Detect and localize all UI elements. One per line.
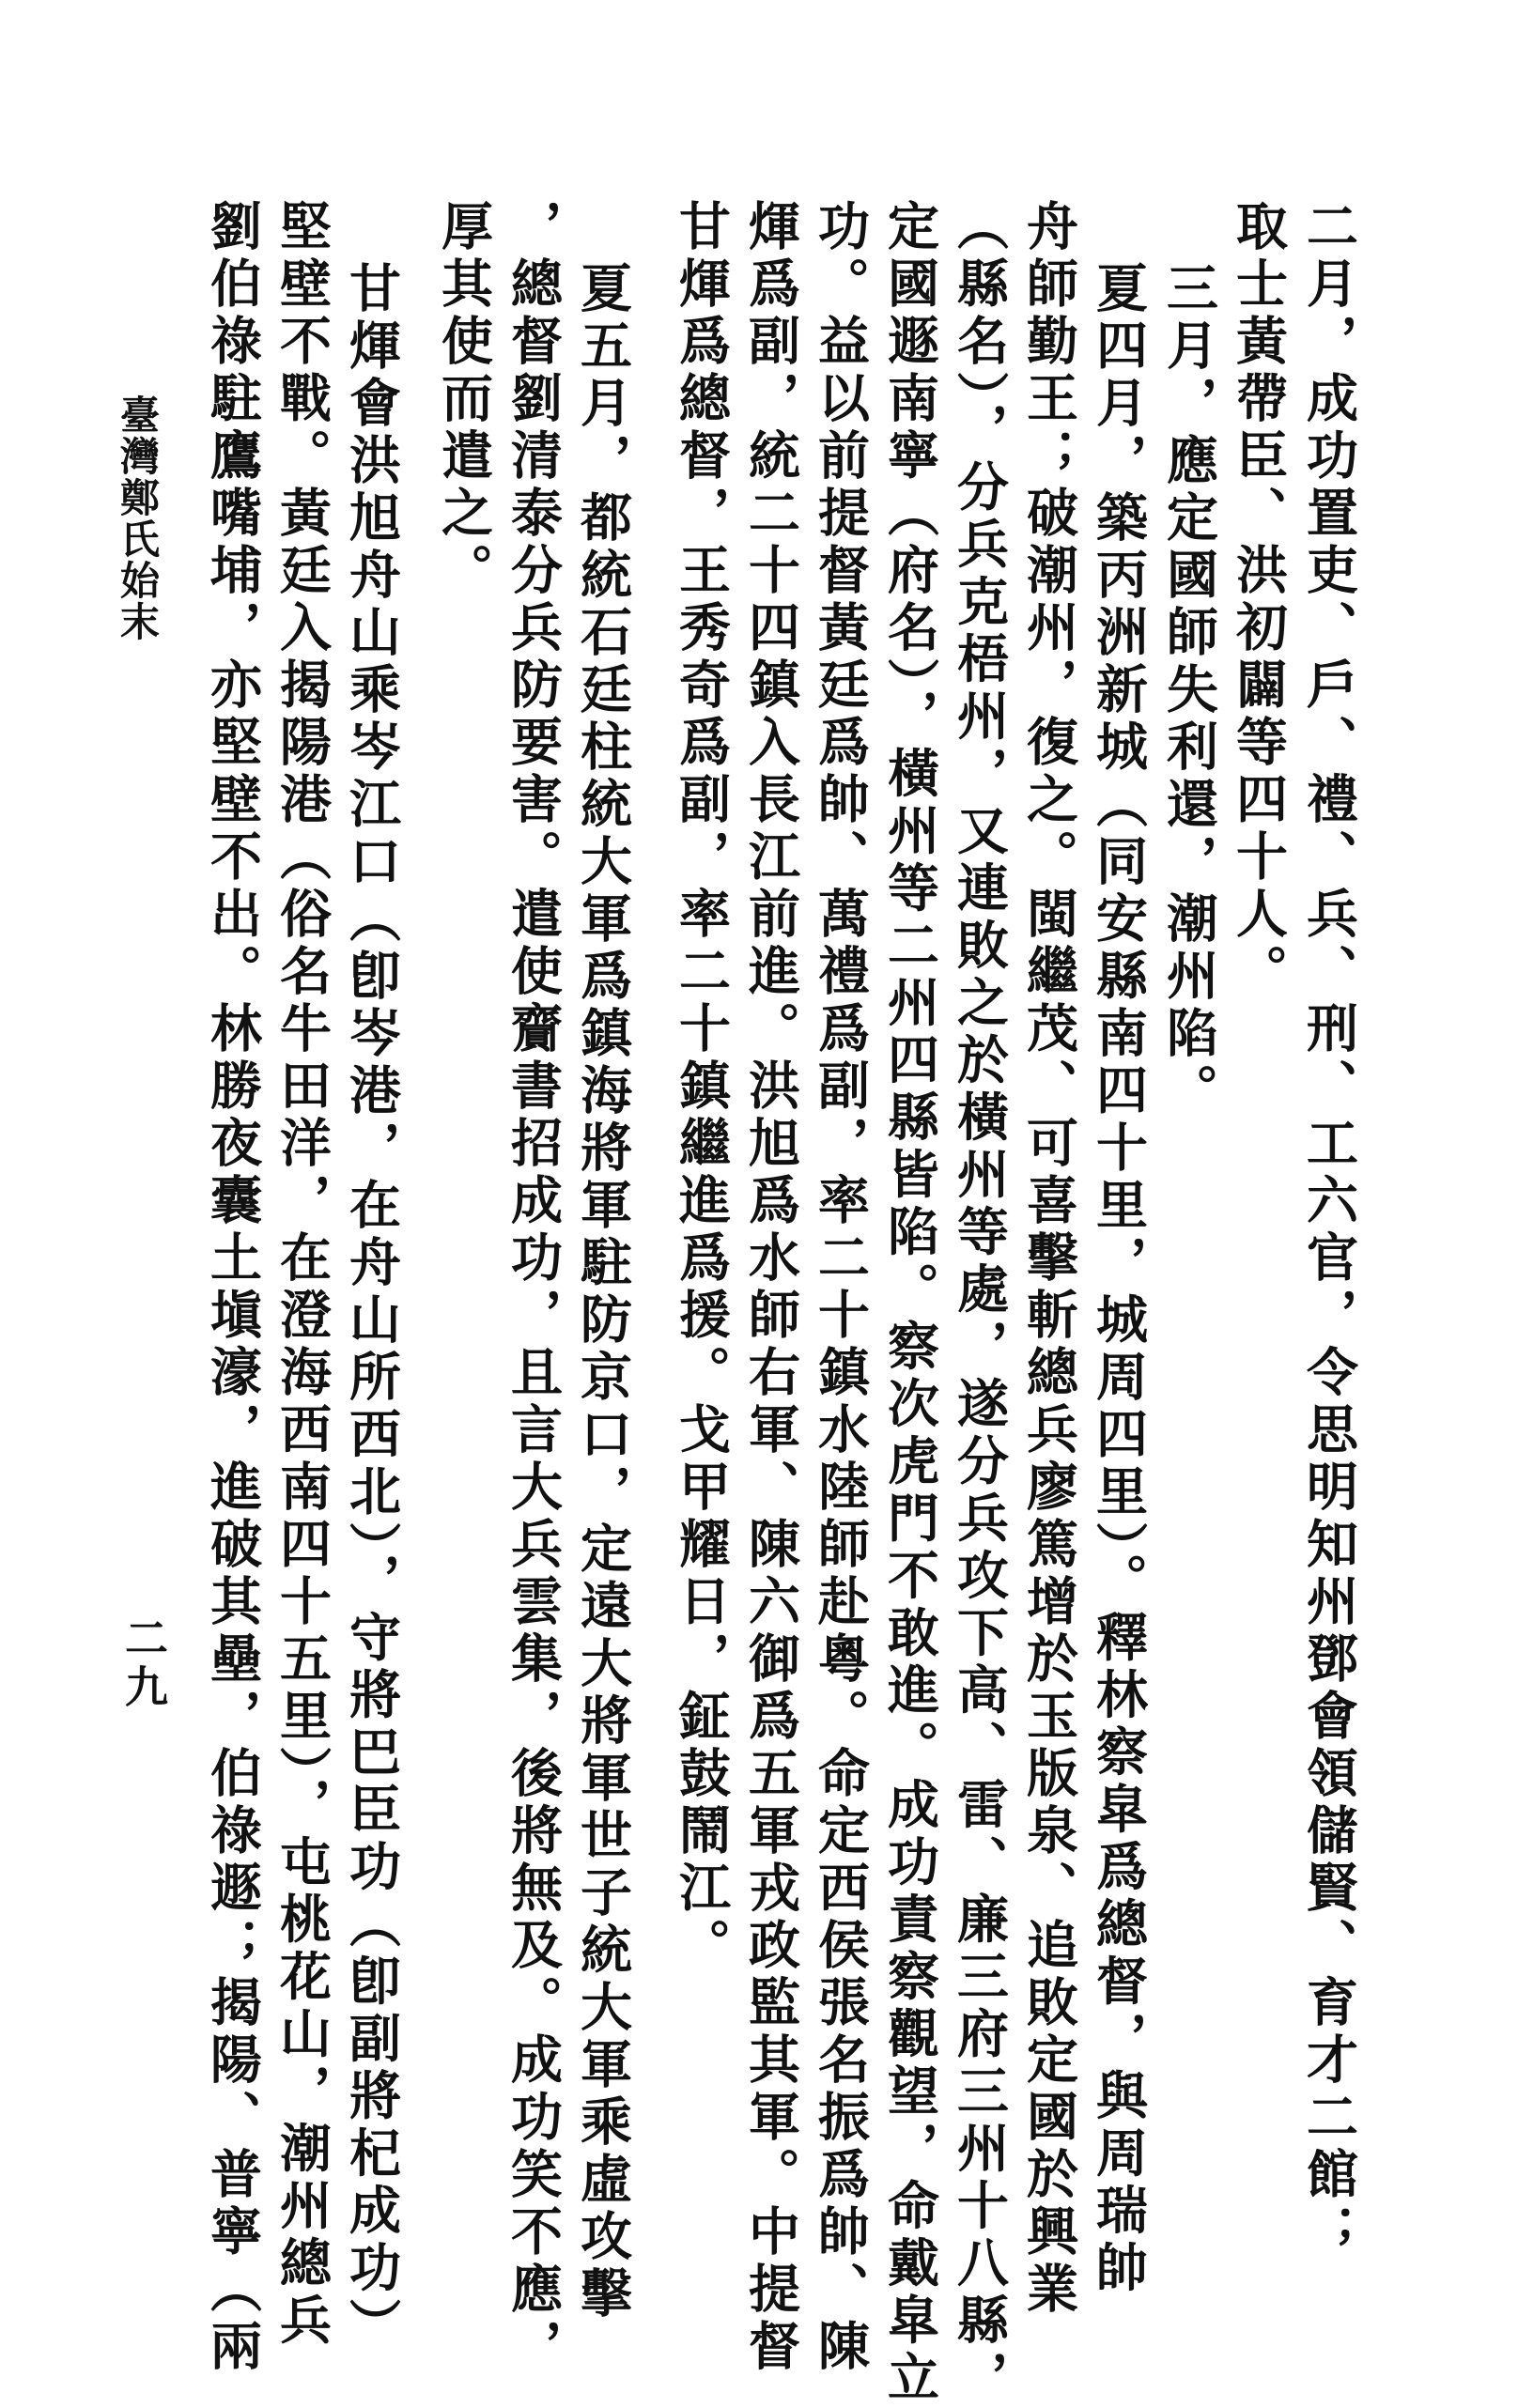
text-column-11: 夏五月，都統石廷柱統大軍爲鎮海將軍駐防京口，定遠大將軍世子統大軍乘虛攻擊 xyxy=(572,261,633,2323)
text-column-15: 堅壁不戰。黃廷入揭陽港（俗名牛田洋，在澄海西南四十五里），屯桃花山，潮州總兵 xyxy=(271,199,333,2351)
text-column-9: 煇爲副，統二十四鎮入長江前進。洪旭爲水師右軍、陳六御爲五軍戎政監其軍。中提督 xyxy=(740,199,801,2376)
text-column-6: （縣名），分兵克梧州，又連敗之於橫州等處，遂分兵攻下高、雷、廉三府三州十八縣， xyxy=(949,199,1010,2408)
text-column-8: 功。益以前提督黃廷爲帥、萬禮爲副，率二十鎮水陸師赴粵。命定西侯張名振爲帥、陳 xyxy=(810,199,871,2376)
text-column-4: 夏四月，築丙洲新城（同安縣南四十里，城周四里）。釋林察皐爲總督，與周瑞帥 xyxy=(1088,261,1149,2298)
text-column-3: 三月，應定國師失利還，潮州陷。 xyxy=(1158,261,1219,1120)
text-column-12: ，總督劉清泰分兵防要害。遣使齎書招成功，且言大兵雲集，後將無及。成功笑不應， xyxy=(503,199,564,2376)
text-column-10: 甘煇爲總督，王秀奇爲副，率二十鎮繼進爲援。戈甲耀日，鉦鼓鬧江。 xyxy=(671,199,732,1975)
running-header-book-title: 臺灣鄭氏始末 xyxy=(115,394,161,642)
text-column-16: 劉伯祿駐鷹嘴埔，亦堅壁不出。林勝夜囊土塡濠，進破其壘，伯祿遯；揭陽、普寧（兩 xyxy=(202,199,263,2376)
text-column-14: 甘煇會洪旭舟山乘岑江口（卽岑港，在舟山所西北），守將巴臣功（卽副將杞成功） xyxy=(341,261,402,2355)
text-column-7: 定國遯南寧（府名），橫州等二州四縣皆陷。察次虎門不敢進。成功責察觀望，命戴皐立 xyxy=(879,199,940,2408)
text-column-5: 舟師勤王；破潮州，復之。閩繼茂、可喜擊斬總兵廖篤增於玉版泉、追敗定國於興業 xyxy=(1018,199,1079,2319)
page-number: 二九 xyxy=(118,1615,169,1713)
text-column-2: 取士黃帶臣、洪初闢等四十人。 xyxy=(1228,199,1289,1001)
text-column-1: 二月，成功置吏、戶、禮、兵、刑、工六官，令思明知州鄧會領儲賢、育才二館； xyxy=(1298,199,1359,2261)
text-column-13: 厚其使而遣之。 xyxy=(433,199,494,600)
